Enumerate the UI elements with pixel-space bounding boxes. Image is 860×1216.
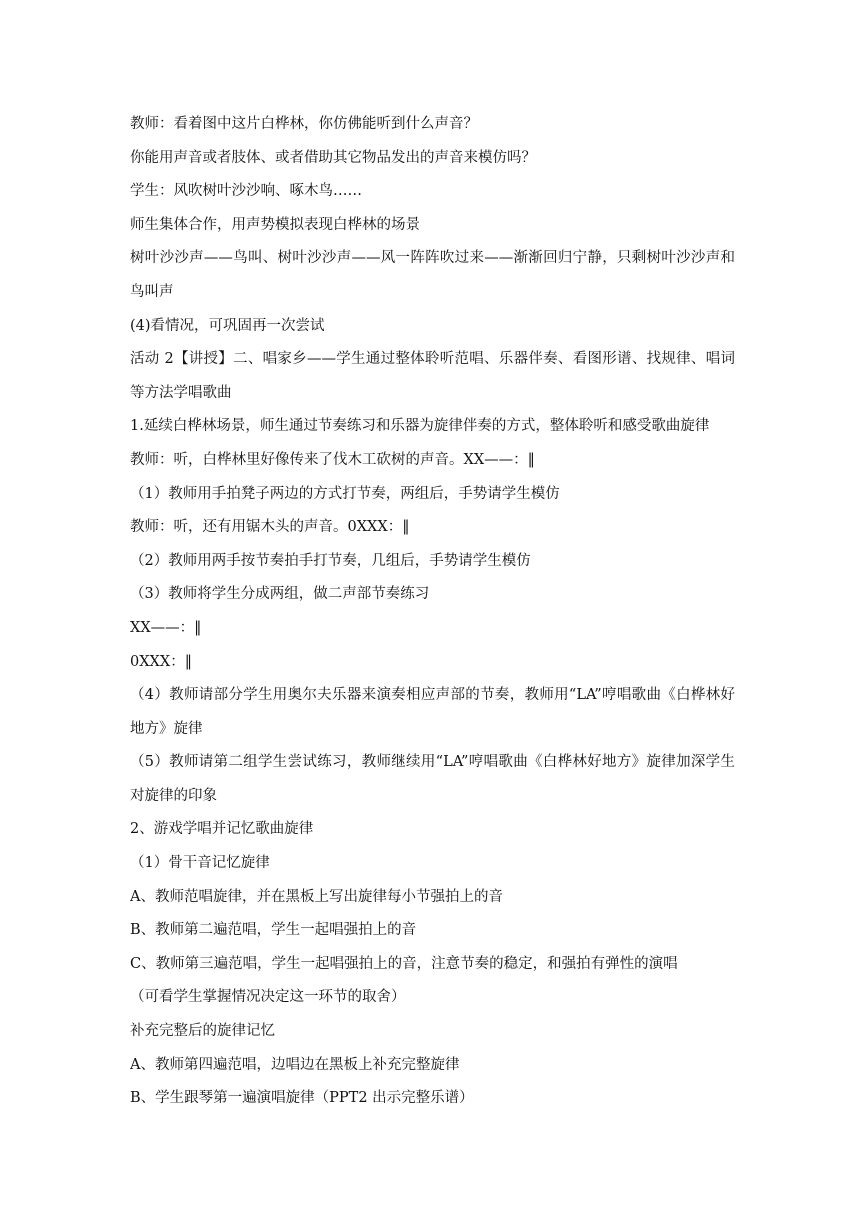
document-body xyxy=(130,108,735,1116)
paragraph-activity-2: 活动 2【讲授】二、唱家乡——学生通过整体聆听范唱、乐器伴奏、看图形谱、找规律、唱词等方法学唱歌曲 xyxy=(130,351,735,401)
paragraph-optional-note: （可看学生掌握情况决定这一环节的取舍） xyxy=(130,989,406,1006)
paragraph-skeleton-notes: （1）骨干音记忆旋律 xyxy=(130,855,270,872)
paragraph-imitate-question: 你能用声音或者肢体、或者借助其它物品发出的声音来模仿吗？ xyxy=(130,149,536,166)
paragraph-rhythm-1: XX——：‖ xyxy=(130,619,202,636)
paragraph-teacher-question: 教师：看着图中这片白桦林，你仿佛能听到什么声音？ xyxy=(130,116,478,132)
paragraph-saw-sound: 教师：听，还有用锯木头的声音。0XXX：‖ xyxy=(130,519,410,536)
paragraph-woodcutter: 教师：听，白桦林里好像传来了伐木工砍树的声音。XX——：‖ xyxy=(130,451,535,468)
paragraph-section-1: 1.延续白桦林场景，师生通过节奏练习和乐器为旋律伴奏的方式，整体聆听和感受歌曲旋律 xyxy=(130,418,710,435)
paragraph-student-answer: 学生：风吹树叶沙沙响、啄木鸟…… xyxy=(130,183,362,200)
paragraph-substep-2: （2）教师用两手按节奏拍手打节奏，几组后，手势请学生模仿 xyxy=(130,552,531,569)
paragraph-step-4: (4)看情况，可巩固再一次尝试 xyxy=(130,317,325,334)
paragraph-complete-melody: 补充完整后的旋律记忆 xyxy=(130,1023,275,1040)
paragraph-substep-5: （5）教师请第二组学生尝试练习，教师继续用“LA”哼唱歌曲《白桦林好地方》旋律加深学生对旋律的印象 xyxy=(130,754,735,804)
paragraph-substep-3: （3）教师将学生分成两组，做二声部节奏练习 xyxy=(130,586,430,603)
paragraph-sound-sequence: 树叶沙沙声——鸟叫、树叶沙沙声——风一阵阵吹过来——渐渐回归宁静，只剩树叶沙沙声和鸟叫声 xyxy=(130,250,735,300)
paragraph-substep-1: （1）教师用手拍凳子两边的方式打节奏，两组后，手势请学生模仿 xyxy=(130,485,560,502)
paragraph-rhythm-2: 0XXX：‖ xyxy=(130,653,192,670)
paragraph-item-a-2: A、教师第四遍范唱，边唱边在黑板上补充完整旋律 xyxy=(130,1056,460,1073)
paragraph-section-2: 2、游戏学唱并记忆歌曲旋律 xyxy=(130,821,314,838)
paragraph-substep-4: （4）教师请部分学生用奥尔夫乐器来演奏相应声部的节奏，教师用“LA”哼唱歌曲《白桦林好地方》旋律 xyxy=(130,687,735,737)
paragraph-cooperation: 师生集体合作，用声势模拟表现白桦林的场景 xyxy=(130,216,420,233)
paragraph-item-b-2: B、学生跟琴第一遍演唱旋律（PPT2 出示完整乐谱） xyxy=(130,1090,474,1107)
paragraph-item-b: B、教师第二遍范唱，学生一起唱强拍上的音 xyxy=(130,922,417,939)
paragraph-item-a: A、教师范唱旋律，并在黑板上写出旋律每小节强拍上的音 xyxy=(130,888,503,905)
paragraph-item-c: C、教师第三遍范唱，学生一起唱强拍上的音，注意节奏的稳定，和强拍有弹性的演唱 xyxy=(130,955,678,972)
